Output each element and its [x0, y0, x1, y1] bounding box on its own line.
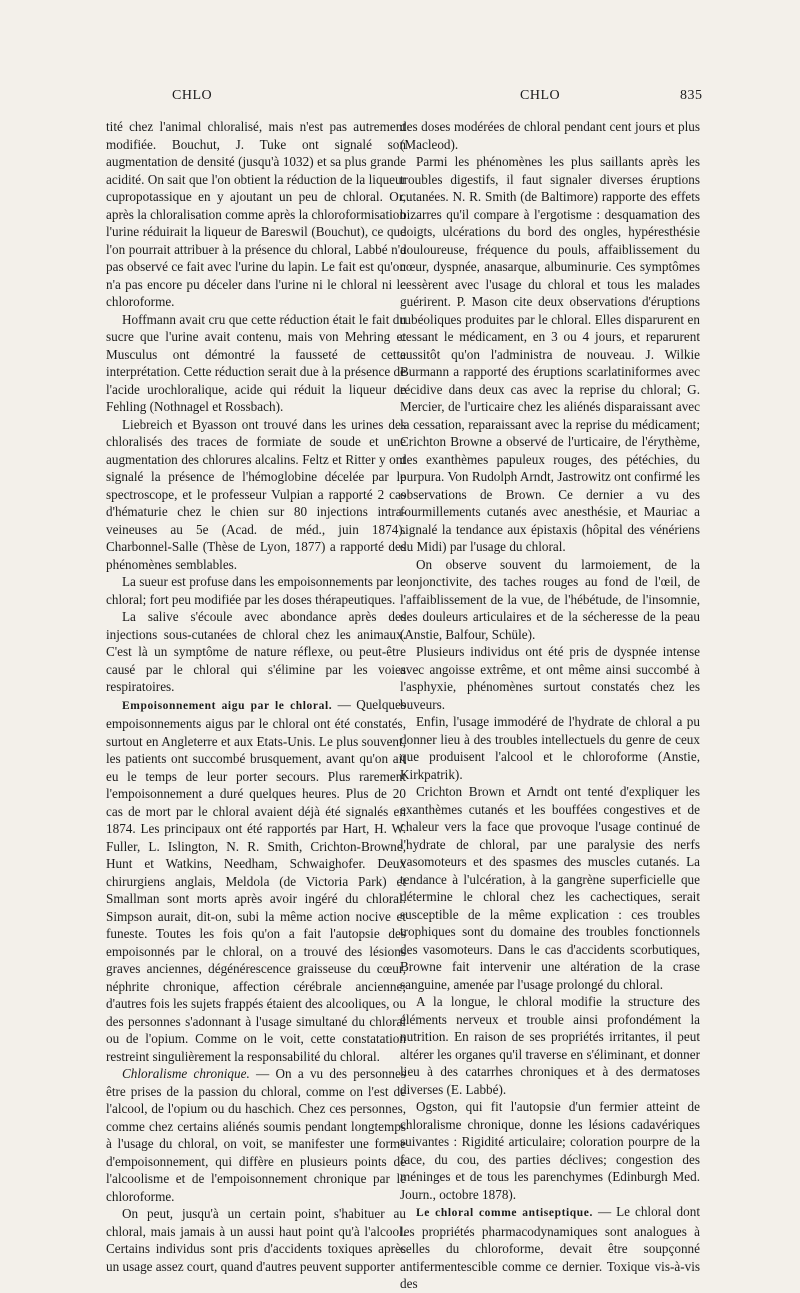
paragraph-text: Crichton Brown et Arndt ont tenté d'expliquer les exanthèmes cutanés et les bouffées congestives et de chaleur vers la face que provoque l'usage continué de l'hydrate de chloral, par une paralysie des nerfs vasomoteurs et des spasmes des muscles cutanés. La tendance à l'ulcération, à la gangrène superficielle que détermine le chloral chez les cachectiques, serait susceptible de la même explication : ces troubles trophiques sont du domaine des troubles fonctionnels des vasomoteurs. Dans le cas d'accidents scorbutiques, Browne fait intervenir une altération de la crase sanguine, amenée par l'usage prolongé du chloral. [400, 784, 700, 992]
paragraph [106, 118, 406, 311]
paragraph [400, 556, 700, 644]
paragraph-text: des doses modérées de chloral pendant cent jours et plus (Macleod). [400, 119, 700, 152]
paragraph-text: Liebreich et Byasson ont trouvé dans les urines des chloralisés des traces de formiate de soude et une augmentation des chlorures alcalins. Feltz et Ritter y ont signalé la présence de l'hémoglobine décelée par le spectroscope, et le professeur Vulpian a rapporté 2 cas d'hématurie chez le chien sur 80 injections intra-veineuses au 5e (Acad. de méd., juin 1874). Charbonnel-Salle (Thèse de Lyon, 1877) a rapporté des phénomènes semblables. [106, 416, 406, 572]
paragraph-text: — Le chloral dont les propriétés pharmacodynamiques sont analogues à celles du chloroforme, devait être soupçonné antifermentescible comme ce dernier. Toxique vis-à-vis des [400, 1204, 700, 1291]
section-rubric: Le chloral comme antiseptique. [416, 1207, 593, 1219]
paragraph-text: tité chez l'animal chloralisé, mais n'est pas autrement modifiée. Bouchut, J. Tuke ont signalé son augmentation de densité (jusqu'à 1032) et sa plus grande acidité. On sait que l'on obtient la réduction de la liqueur cupropotassique en y ajoutant un peu de chloral. Or, après la chloralisation comme après la chloroformisation l'urine réduirait la liqueur de Bareswil (Bouchut), ce que l'on pourrait attribuer à la présence du chloral, Labbé n'a pas observé ce fait avec l'urine du lapin. Le fait est qu'on n'a pas encore pu déceler dans l'urine ni le chloral ni le chloroforme. [106, 119, 406, 309]
paragraph-text: — Quelques empoisonnements aigus par le chloral ont été constatés, surtout en Angleterre et aux Etats-Unis. Le plus souvent, les patients ont succombé brusquement, avant qu'on ait eu le temps de leur porter secours. Plus rarement l'empoisonnement a duré quelques heures. Plus de 20 cas de mort par le chloral avaient déjà été signalés en 1874. Les principaux ont été rapportés par Hart, H. W. Fuller, L. Islington, N. R. Smith, Crichton-Browne, Hunt et Watkins, Needham, Schwaighofer. Deux chirurgiens anglais, Meldola (de Victoria Park) et Smallman sont morts après avoir ingéré du chloral. Simpson aurait, dit-on, subi la même action nocive et funeste. Toutes les fois qu'on a fait l'autopsie des empoisonnés par le chloral, on a trouvé des lésions graves anciennes, dégénérescence graisseuse du cœur, néphrite chronique, affection cérébrale ancienne; d'autres fois les sujets frappés étaient des alcooliques, ou des personnes s'adonnant à l'usage simultané du chloral ou de l'opium. Comme on le voit, cette constatation restreint singulièrement la responsabilité du chloral. [106, 696, 406, 1064]
paragraph-text: Plusieurs individus ont été pris de dyspnée intense avec angoisse extrême, et ont même ainsi succombé à l'asphyxie, phénomènes surtout constatés chez les buveurs. [400, 644, 700, 712]
paragraph [400, 1203, 700, 1293]
paragraph [106, 416, 406, 574]
section-subheading: Chloralisme chronique. [122, 1066, 250, 1081]
paragraph [106, 1065, 406, 1205]
paragraph [106, 1205, 406, 1275]
header-left-title: CHLO [172, 88, 213, 103]
paragraph [400, 713, 700, 783]
paragraph-text: Parmi les phénomènes les plus saillants après les troubles digestifs, il faut signaler diverses éruptions cutanées. N. R. Smith (de Baltimore) rapporte des effets bizarres qu'il compare à l'ergotisme : desquamation des doigts, ulcérations du bord des ongles, hypéresthésie douloureuse, fréquence du pouls, affaiblissement du cœur, dyspnée, anasarque, albuminurie. Ces symptômes cessèrent avec l'usage du chloral et tous les malades guérirent. P. Mason cite deux observations d'éruptions rubéoliques produites par le chloral. Elles disparurent en cessant le médicament, en 3 ou 4 jours, et reparurent aussitôt qu'on l'administra de nouveau. J. Wilkie Burmann a rapporté des éruptions scarlatiniformes avec récidive dans deux cas avec la reprise du chloral; G. Mercier, de l'urticaire chez les aliénés disparaissant avec la cessation, reparaissant avec la reprise du médicament; Crichton Browne a observé de l'urticaire, de l'érythème, des exanthèmes papuleux rouges, des pétéchies, du purpura. Von Rudolph Arndt, Jastrowitz ont confirmé les observations de Brown. Ce dernier a vu des fourmillements cutanés avec anesthésie, et Mauriac a signalé la tendance aux épistaxis (hôpital des vénériens du Midi) par l'usage du chloral. [400, 154, 700, 554]
paragraph [400, 118, 700, 153]
section-rubric: Empoisonnement aigu par le chloral. [122, 699, 333, 712]
paragraph-text: La salive s'écoule avec abondance après des injections sous-cutanées de chloral chez les animaux. C'est là un symptôme de nature réflexe, ou peut-être causé par le chloral qui s'élimine par les voies respiratoires. [106, 609, 406, 694]
paragraph [400, 153, 700, 556]
paragraph-text: Enfin, l'usage immodéré de l'hydrate de chloral a pu donner lieu à des troubles intellectuels du genre de ceux que produisent l'alcool et le chloroforme (Anstie, Kirkpatrik). [400, 714, 700, 782]
header-right-title: CHLO [520, 88, 561, 103]
running-header [0, 88, 800, 110]
paragraph [400, 643, 700, 713]
left-column [106, 118, 406, 1275]
paragraph-text: La sueur est profuse dans les empoisonnements par le chloral; fort peu modifiée par les doses thérapeutiques. [106, 574, 406, 607]
paragraph [400, 1098, 700, 1203]
right-column [400, 118, 700, 1293]
paragraph [106, 573, 406, 608]
paragraph [106, 608, 406, 696]
paragraph [106, 696, 406, 1066]
paragraph-text: Hoffmann avait cru que cette réduction était le fait du sucre que l'urine avait contenu, mais von Mehring et Musculus ont démontré la fausseté de cette interprétation. Cette réduction serait due à la présence de l'acide urochloralique, acide qui réduit la liqueur de Fehling (Nothnagel et Rossbach). [106, 311, 406, 414]
page-number: 835 [680, 88, 703, 103]
paragraph-text: On observe souvent du larmoiement, de la conjonctivite, des taches rouges au fond de l'œil, de l'affaiblissement de la vue, de l'hébétude, de l'insomnie, des douleurs articulaires et de la sécheresse de la peau (Anstie, Balfour, Schüle). [400, 556, 700, 642]
paragraph-text: On peut, jusqu'à un certain point, s'habituer au chloral, mais jamais à un aussi haut point qu'à l'alcool. Certains individus sont pris d'accidents toxiques après un usage assez court, quand d'autres peuvent supporter [106, 1206, 406, 1274]
paragraph [400, 993, 700, 1098]
paragraph-text: A la longue, le chloral modifie la structure des éléments nerveux et trouble ainsi profondément la nutrition. En raison de ses propriétés irritantes, il peut altérer les organes qu'il traverse en s'éliminant, et donner lieu à des catarrhes chroniques et à des dermatoses diverses (E. Labbé). [400, 994, 700, 1097]
paragraph-text: — On a vu des personnes être prises de la passion du chloral, comme on l'est de l'alcool, de l'opium ou du haschich. Chez ces personnes, comme chez certains aliénés soumis pendant longtemps à l'usage du chloral, on voit, se manifester une forme d'empoisonnement, qui diffère en plusieurs points de l'alcoolisme et de l'empoisonnement chronique par le chloroforme. [106, 1066, 406, 1204]
paragraph-text: Ogston, qui fit l'autopsie d'un fermier atteint de chloralisme chronique, donne les lésions cadavériques suivantes : Rigidité articulaire; coloration pourpre de la face, du cou, des parties déclives; congestion des méninges et de tous les parenchymes (Edinburgh Med. Journ., octobre 1878). [400, 1099, 700, 1202]
paragraph [106, 311, 406, 416]
paragraph [400, 783, 700, 993]
